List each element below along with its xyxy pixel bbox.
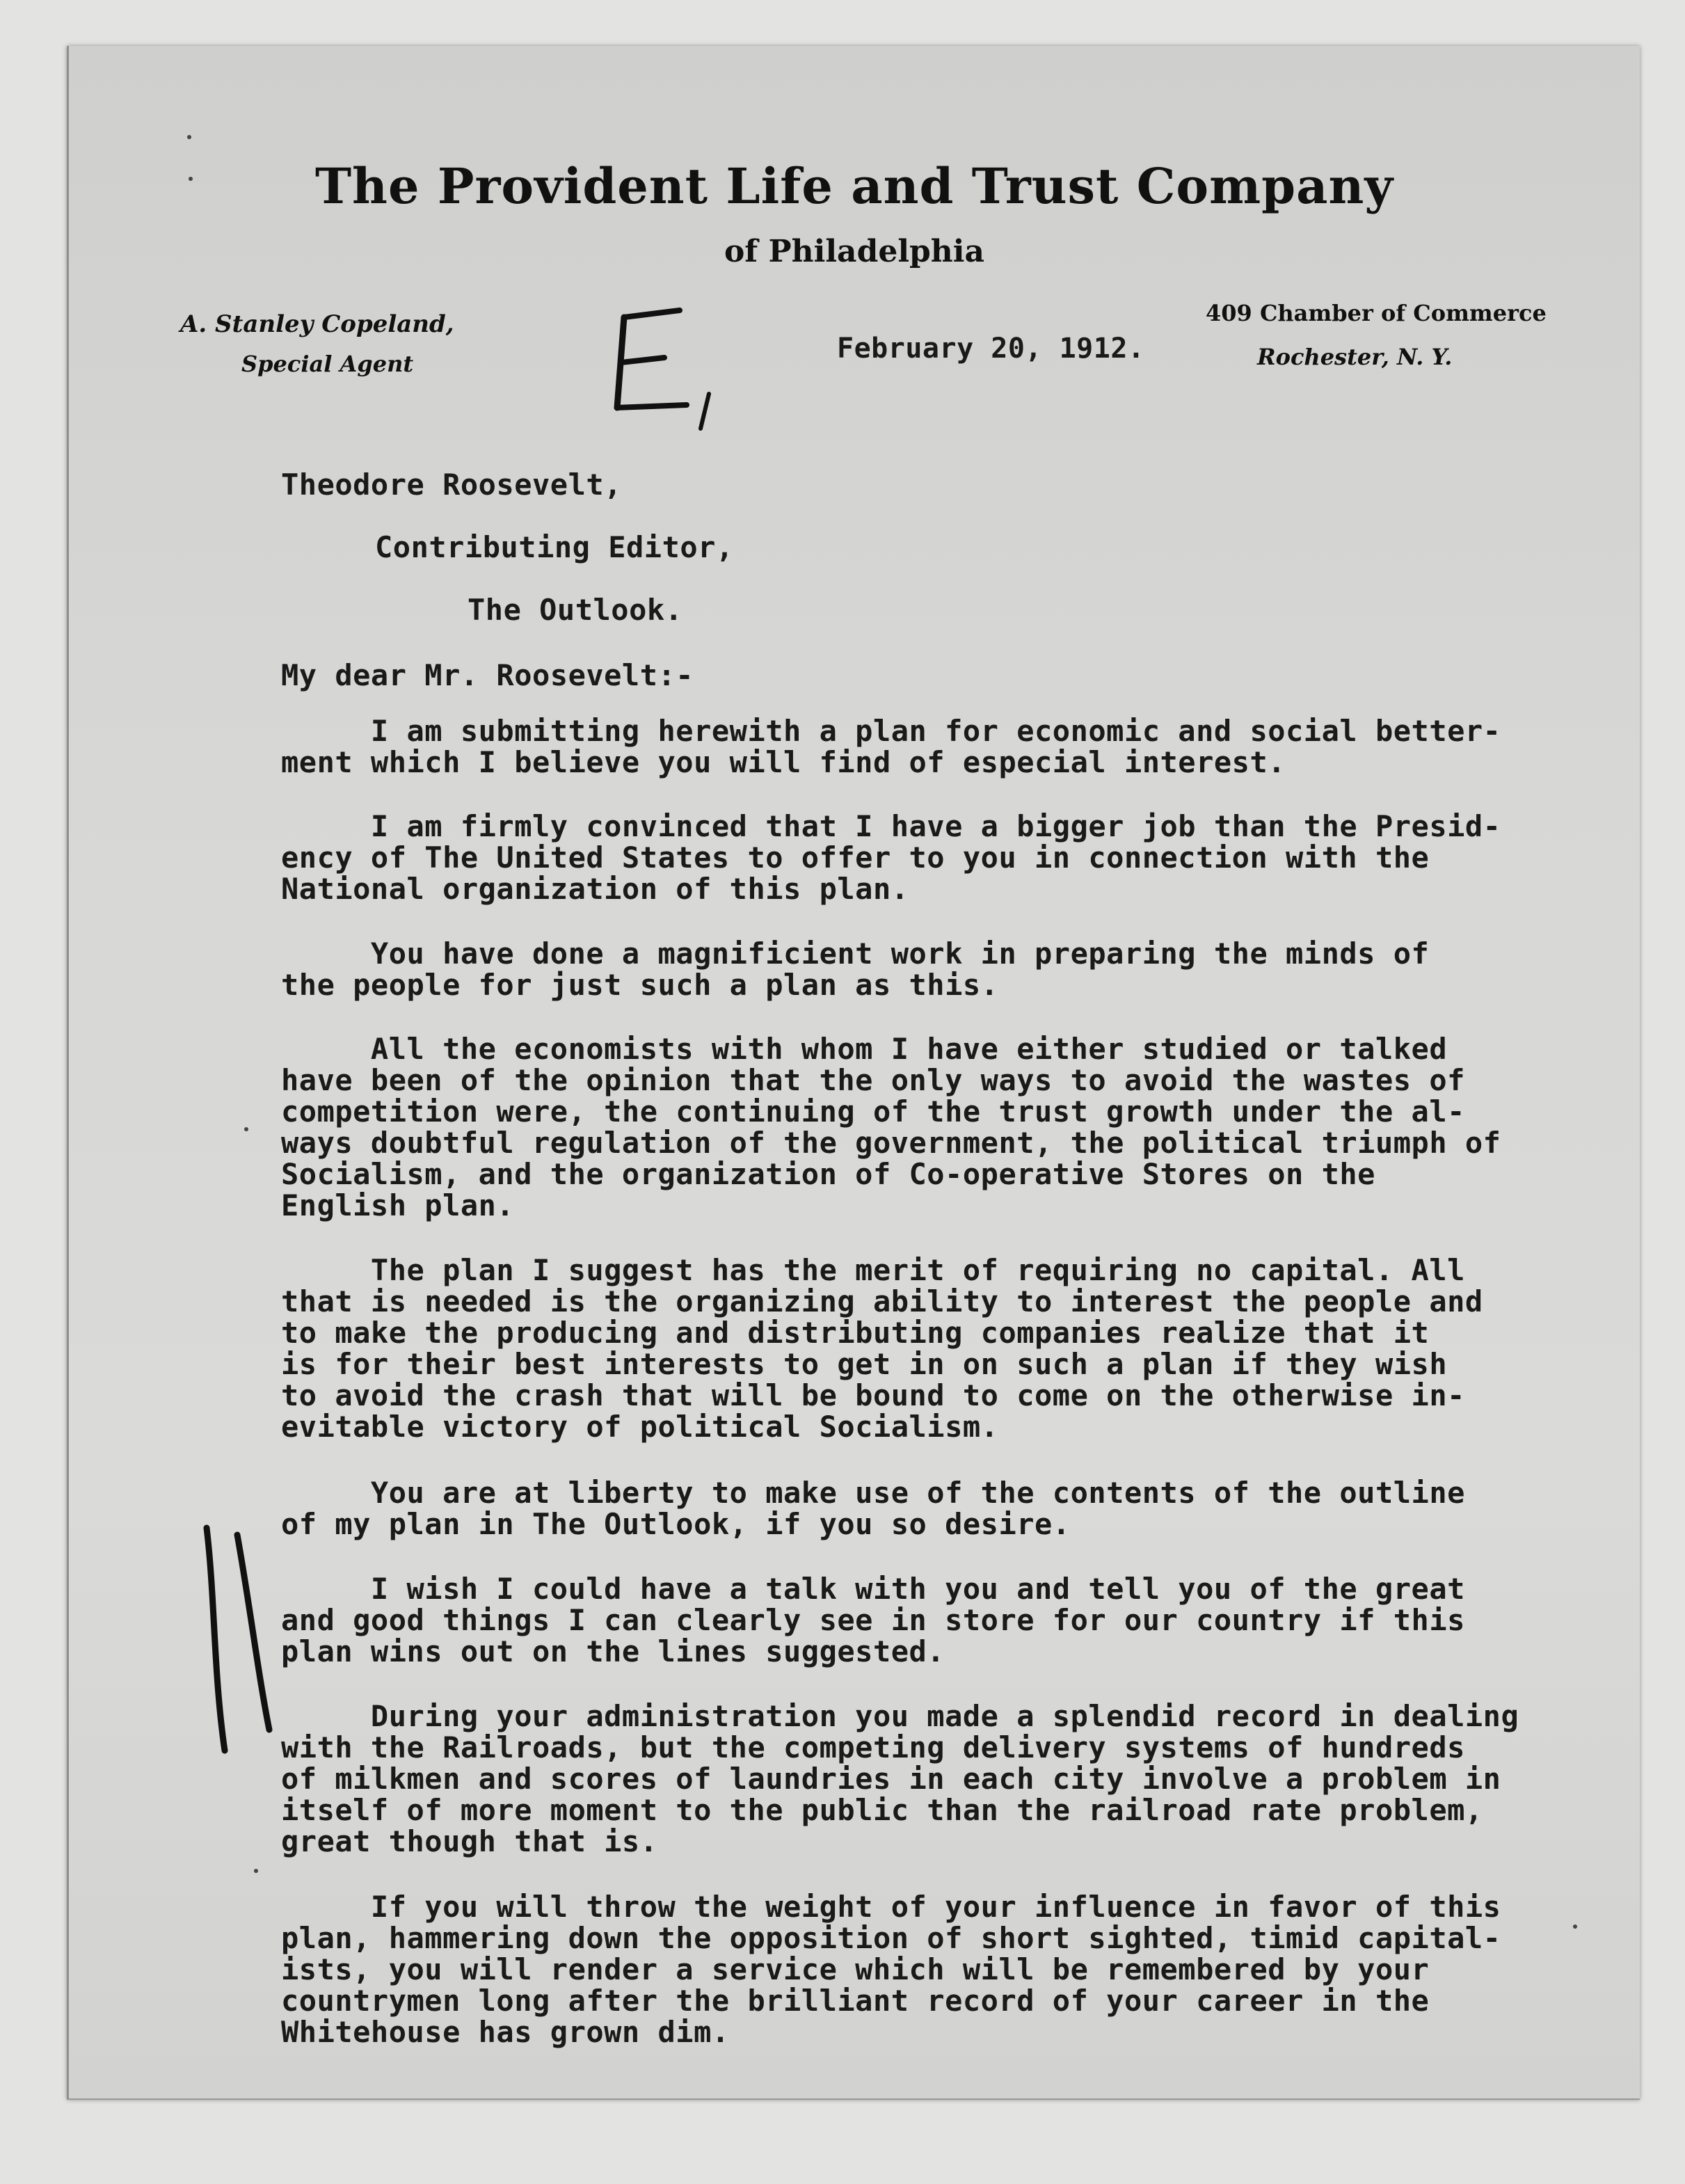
- paragraph-line: is for their best interests to get in on such a plan if they wish: [281, 1347, 1448, 1381]
- paragraph-line: itself of more moment to the public than the railroad rate problem,: [281, 1793, 1483, 1827]
- company-location: of Philadelphia: [724, 234, 985, 269]
- paragraph-line: ency of The United States to offer to you in connection with the: [281, 840, 1430, 875]
- paragraph-line: of milkmen and scores of laundries in each city involve a problem in: [281, 1762, 1501, 1796]
- paragraph-line: competition were, the continuing of the trust growth under the al-: [281, 1094, 1465, 1129]
- company-name: The Provident Life and Trust Company: [314, 157, 1394, 215]
- paragraph-line: plan, hammering down the opposition of short sighted, timid capital-: [281, 1921, 1501, 1955]
- paragraph-line: National organization of this plan.: [281, 872, 909, 906]
- paragraph-line: All the economists with whom I have either studied or talked: [281, 1032, 1448, 1066]
- paragraph-line: The plan I suggest has the merit of requiring no capital. All: [281, 1253, 1465, 1287]
- recipient-title: Contributing Editor,: [375, 530, 734, 564]
- letter-page: [67, 46, 1640, 2100]
- paper-speck: [189, 177, 193, 181]
- recipient-publication: The Outlook.: [468, 593, 683, 627]
- paragraph-line: ways doubtful regulation of the government, the political triumph of: [281, 1126, 1501, 1160]
- paragraph-line: You have done a magnificient work in preparing the minds of: [281, 936, 1430, 971]
- paper-speck: [1573, 1924, 1577, 1929]
- paragraph-line: During your administration you made a splendid record in dealing: [281, 1699, 1519, 1733]
- paragraph-line: Whitehouse has grown dim.: [281, 2015, 730, 2049]
- paragraph-line: and good things I can clearly see in store for our country if this: [281, 1603, 1465, 1637]
- paragraph-line: plan wins out on the lines suggested.: [281, 1634, 945, 1668]
- address-line-1: 409 Chamber of Commerce: [1206, 300, 1547, 326]
- paragraph-line: If you will throw the weight of your influence in favor of this: [281, 1890, 1501, 1924]
- agent-title: Special Agent: [241, 351, 414, 377]
- paragraph-line: English plan.: [281, 1188, 515, 1222]
- salutation: My dear Mr. Roosevelt:-: [281, 658, 694, 692]
- paragraph-line: Socialism, and the organization of Co-operative Stores on the: [281, 1157, 1375, 1191]
- paper-speck: [244, 1127, 248, 1131]
- recipient-name: Theodore Roosevelt,: [281, 468, 622, 502]
- handwritten-margin-marks: [194, 1521, 278, 1757]
- paragraph-line: evitable victory of political Socialism.: [281, 1410, 999, 1444]
- paragraph-line: ists, you will render a service which will be remembered by your: [281, 1952, 1430, 1986]
- paragraph-line: I am firmly convinced that I have a bigger job than the Presid-: [281, 809, 1501, 843]
- paragraph-line: the people for just such a plan as this.: [281, 968, 999, 1002]
- paper-speck: [187, 135, 191, 139]
- paragraph-line: to avoid the crash that will be bound to come on the otherwise in-: [281, 1378, 1465, 1412]
- paragraph-line: I wish I could have a talk with you and tell you of the great: [281, 1572, 1465, 1606]
- agent-name: A. Stanley Copeland,: [180, 310, 454, 338]
- paragraph-line: I am submitting herewith a plan for economic and social better-: [281, 714, 1501, 748]
- letter-date: February 20, 1912.: [837, 333, 1145, 365]
- handwritten-e-annotation: [582, 289, 721, 449]
- paragraph-line: of my plan in The Outlook, if you so desire.: [281, 1507, 1071, 1541]
- paragraph-line: have been of the opinion that the only ways to avoid the wastes of: [281, 1063, 1465, 1097]
- paragraph-line: that is needed is the organizing ability to interest the people and: [281, 1284, 1483, 1318]
- paragraph-line: countrymen long after the brilliant record of your career in the: [281, 1984, 1430, 2018]
- paper-speck: [254, 1869, 258, 1873]
- paragraph-line: You are at liberty to make use of the contents of the outline: [281, 1476, 1465, 1510]
- paragraph-line: ment which I believe you will find of especial interest.: [281, 745, 1286, 779]
- paragraph-line: great though that is.: [281, 1824, 658, 1858]
- address-line-2: Rochester, N. Y.: [1257, 344, 1453, 370]
- paragraph-line: with the Railroads, but the competing delivery systems of hundreds: [281, 1730, 1465, 1764]
- paragraph-line: to make the producing and distributing companies realize that it: [281, 1316, 1430, 1350]
